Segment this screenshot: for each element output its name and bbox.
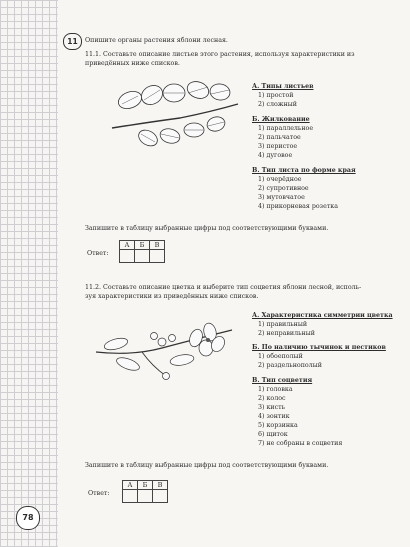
q2-group-c-item: 5) корзинка xyxy=(258,422,298,429)
q2-group-c-item: 4) зонтик xyxy=(258,413,290,420)
leaf-branch-illustration xyxy=(110,78,240,150)
q1-group-b-heading: Б. Жилкование xyxy=(252,116,310,123)
q1-group-c-item: 4) прикорневая розетка xyxy=(258,203,338,210)
q2-answer-cell-c[interactable] xyxy=(153,490,168,503)
q2-group-c-item: 1) головка xyxy=(258,386,293,393)
q1-answer-table xyxy=(119,240,165,263)
q1-group-b-item: 4) дуговое xyxy=(258,152,293,159)
q1-group-c-item: 1) очерёдное xyxy=(258,176,302,183)
q2-header-b: Б xyxy=(138,481,153,490)
q1-group-c-item: 2) супротивное xyxy=(258,185,309,192)
q2-intro-line2: зуя характеристики из приведённых ниже списков. xyxy=(85,293,259,300)
q1-header-a: А xyxy=(120,241,135,250)
q1-group-a-item: 1) простой xyxy=(258,92,294,99)
q1-instruction: Запишите в таблицу выбранные цифры под соответствующими буквами. xyxy=(85,225,329,232)
q1-group-b-item: 2) пальчатое xyxy=(258,134,301,141)
q1-intro-line1: 11.1. Составьте описание листьев этого растения, используя характеристики из xyxy=(85,51,355,58)
q1-group-b-item: 1) параллельное xyxy=(258,125,314,132)
q2-group-c-item: 3) кисть xyxy=(258,404,286,411)
question-number-badge: 11 xyxy=(63,33,82,50)
q2-header-c: В xyxy=(153,481,168,490)
question-title: Опишите органы растения яблони лесная. xyxy=(85,37,228,44)
q1-header-b: Б xyxy=(135,241,150,250)
q1-answer-cell-a[interactable] xyxy=(120,250,135,263)
q2-group-b-heading: Б. По наличию тычинок и пестиков xyxy=(252,344,386,351)
q2-group-c-heading: В. Тип соцветия xyxy=(252,377,313,384)
q1-intro-line2: приведённых ниже списков. xyxy=(85,60,180,67)
q1-answer-cell-b[interactable] xyxy=(135,250,150,263)
q2-group-c-item: 6) щиток xyxy=(258,431,288,438)
grid-margin xyxy=(0,0,58,547)
page-number: 78 xyxy=(16,506,40,530)
q1-header-c: В xyxy=(150,241,165,250)
q1-group-a-heading: А. Типы листьев xyxy=(252,83,314,90)
q2-group-c-item: 7) не собраны в соцветия xyxy=(258,440,343,447)
q2-group-a-item: 2) неправильный xyxy=(258,330,315,337)
q2-group-b-item: 1) обоеполый xyxy=(258,353,303,360)
q2-group-b-item: 2) раздельнополый xyxy=(258,362,322,369)
q2-intro-line1: 11.2. Составьте описание цветка и выберите тип соцветия яблони лесной, исполь- xyxy=(85,284,362,291)
q2-answer-label: Ответ: xyxy=(88,490,110,497)
q1-group-a-item: 2) сложный xyxy=(258,101,297,108)
q1-answer-label: Ответ: xyxy=(87,250,109,257)
q2-answer-cell-a[interactable] xyxy=(123,490,138,503)
q1-group-b-item: 3) перистое xyxy=(258,143,298,150)
q2-answer-cell-b[interactable] xyxy=(138,490,153,503)
q2-answer-table xyxy=(122,480,168,503)
q2-group-a-heading: А. Характеристика симметрии цветка xyxy=(252,312,393,319)
flowering-branch-illustration xyxy=(92,312,242,384)
q1-group-c-heading: В. Тип листа по форме края xyxy=(252,167,356,174)
q2-header-a: А xyxy=(123,481,138,490)
q2-group-c-item: 2) колос xyxy=(258,395,286,402)
q2-group-a-item: 1) правильный xyxy=(258,321,308,328)
q1-answer-cell-c[interactable] xyxy=(150,250,165,263)
q2-instruction: Запишите в таблицу выбранные цифры под соответствующими буквами. xyxy=(85,462,329,469)
q1-group-c-item: 3) мутовчатое xyxy=(258,194,305,201)
